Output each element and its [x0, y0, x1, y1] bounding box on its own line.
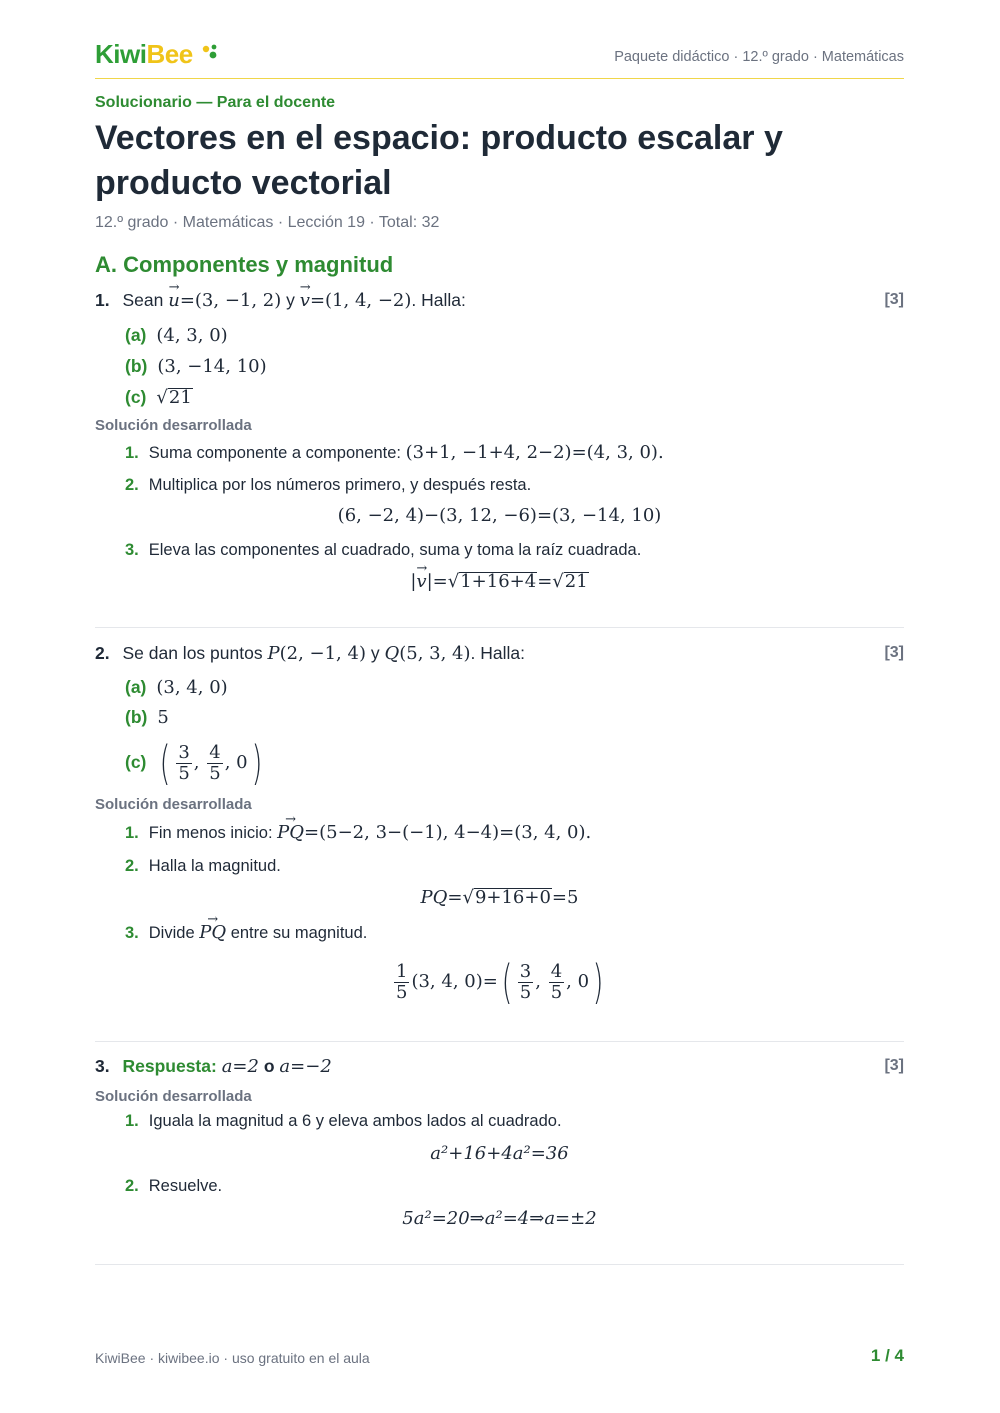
eq-part: (3, 4, 0)=: [411, 971, 498, 992]
point-p: P: [267, 643, 280, 664]
marks-badge: [3]: [884, 291, 904, 308]
question-number: 2.: [95, 643, 110, 663]
connector: o: [263, 1056, 275, 1076]
step-text: Iguala la magnitud a 6 y eleva ambos lados al cuadrado.: [148, 1112, 562, 1130]
vector-v-value: =(1, 4, −2): [309, 290, 412, 311]
step-text: entre su magnitud.: [230, 924, 368, 942]
fraction: [394, 962, 409, 1003]
point-q-value: (5, 3, 4): [399, 643, 471, 664]
radicand: 9+16+0: [474, 887, 551, 908]
answer-value: a=−2: [279, 1056, 332, 1077]
kicker: Solucionario — Para el docente: [95, 94, 336, 111]
step-number: 1.: [125, 444, 139, 462]
footer-text: KiwiBee · kiwibee.io · uso gratuito en el aula: [95, 1350, 370, 1366]
vector-u: → u: [168, 287, 180, 315]
logo-dots-icon: [201, 43, 221, 63]
vector-pq: → PQ: [199, 920, 226, 946]
step-text: Halla la magnitud.: [148, 857, 281, 875]
page-header: [95, 36, 904, 79]
fraction: [518, 962, 533, 1003]
part-label: (b): [125, 356, 148, 376]
step-number: 2.: [125, 1177, 139, 1195]
magnitude-equation: [95, 568, 904, 596]
connector: y: [286, 290, 295, 310]
divider: [95, 1041, 904, 1042]
solution-heading: Solución desarrollada: [95, 796, 252, 813]
eq-part: |=√: [426, 571, 460, 592]
header-meta: Paquete didáctico · 12.º grado · Matemáticas: [614, 49, 904, 65]
abs-bar: |: [410, 571, 417, 592]
step-text: Multiplica por los números primero, y después resta.: [148, 476, 532, 494]
component: 0: [577, 971, 590, 992]
part-label: (a): [125, 677, 147, 697]
question-intro: Sean: [122, 290, 164, 310]
marks-badge: [3]: [884, 644, 904, 661]
section-heading-a: A. Componentes y magnitud: [95, 252, 394, 277]
solution-step-2: [125, 853, 281, 879]
answer-part-b: [125, 353, 267, 379]
divider: [95, 627, 904, 628]
divider: [95, 1264, 904, 1265]
numerator: 3: [519, 960, 532, 982]
numerator: 3: [178, 741, 190, 763]
part-answer: 5: [157, 707, 169, 728]
part-label: (c): [125, 752, 147, 772]
solution-step-1: [125, 820, 591, 846]
numerator: 4: [550, 960, 563, 982]
left-paren: (: [159, 736, 171, 790]
step-text: Resuelve.: [148, 1177, 223, 1195]
part-label: (a): [125, 325, 147, 345]
vector-u-value: =(3, −1, 2): [179, 290, 282, 311]
step-text: Fin menos inicio:: [148, 824, 273, 842]
step-number: 2.: [125, 476, 139, 494]
vector-v: → v: [300, 287, 310, 315]
denominator: 5: [396, 981, 408, 1003]
solution-step-1: [125, 1108, 562, 1134]
left-paren: (: [501, 955, 513, 1009]
vector-v: → v: [416, 568, 426, 596]
sqrt-symbol: √: [156, 387, 168, 408]
part-answer: (3, 4, 0): [156, 677, 228, 698]
right-paren: ): [592, 955, 604, 1009]
equation: (6, −2, 4)−(3, 12, −6)=(3, −14, 10): [337, 505, 662, 526]
answer-label: Respuesta:: [122, 1056, 217, 1076]
vector-pq: → PQ: [277, 820, 304, 846]
page-title: Vectores en el espacio: producto escalar y producto vectorial: [95, 119, 783, 202]
solution-step-2: [125, 1173, 222, 1199]
logo-bee-text: Bee: [146, 39, 193, 69]
part-label: (c): [125, 387, 147, 407]
kiwibee-logo: [95, 39, 193, 70]
marks-badge: [3]: [884, 1057, 904, 1074]
page-number: 1 / 4: [870, 1346, 904, 1365]
step-text: Divide: [148, 924, 195, 942]
eq-part: PQ=√: [420, 887, 474, 908]
answer-part-a: [125, 674, 228, 700]
answer-value: a=2: [221, 1056, 259, 1077]
step-math: (3+1, −1+4, 2−2)=(4, 3, 0).: [405, 442, 664, 463]
fraction-vector: ( $\frac{3}{5}$ , $\frac{4}{5}$ , 0): [159, 736, 262, 790]
question-3: [95, 1052, 904, 1080]
question-ask: . Halla:: [470, 643, 525, 663]
denominator: 5: [550, 981, 563, 1003]
solution-step-1: [125, 440, 664, 466]
subtitle: 12.º grado · Matemáticas · Lección 19 · Total: 32: [95, 214, 440, 231]
step-number: 1.: [125, 1112, 139, 1130]
connector: y: [370, 643, 380, 663]
solution-step-3: [125, 920, 367, 946]
question-number: 3.: [95, 1056, 110, 1076]
solution-heading: Solución desarrollada: [95, 1088, 252, 1105]
unit-vector-equation: $\frac{1}{5}$ (3, 4, 0)=( $\frac{3}{5}$ , $\frac{4}{5}$ , 0): [396, 955, 604, 1009]
answer-part-b: [125, 704, 169, 730]
equation: 5a²=20⇒a²=4⇒a=±2: [402, 1208, 597, 1229]
solution-step-2: [125, 472, 531, 498]
step-text: Suma componente a componente:: [148, 444, 402, 462]
question-ask: . Halla:: [411, 290, 466, 310]
denominator: 5: [209, 762, 221, 784]
question-1: [95, 286, 904, 314]
part-answer: (4, 3, 0): [156, 325, 228, 346]
part-answer: (3, −14, 10): [157, 356, 267, 377]
step-number: 1.: [125, 824, 139, 842]
component: 0: [236, 752, 248, 773]
step-number: 3.: [125, 541, 139, 559]
part-label: (b): [125, 707, 148, 727]
answer-part-a: [125, 322, 228, 348]
denominator: 5: [519, 981, 532, 1003]
answer-part-c: [125, 736, 266, 790]
logo-kiwi-text: Kiwi: [95, 39, 147, 69]
question-number: 1.: [95, 290, 110, 310]
denominator: 5: [178, 762, 190, 784]
right-paren: ): [251, 736, 262, 790]
question-intro: Se dan los puntos: [122, 643, 263, 663]
radicand: 1+16+4: [460, 571, 537, 592]
equation: a²+16+4a²=36: [430, 1143, 569, 1164]
solution-heading: Solución desarrollada: [95, 417, 252, 434]
step-number: 2.: [125, 857, 139, 875]
solution-step-3: [125, 537, 641, 563]
point-q: Q: [384, 643, 400, 664]
numerator: 4: [209, 741, 221, 763]
fraction: [549, 962, 564, 1003]
radicand: 21: [564, 571, 588, 592]
question-2: [95, 639, 904, 667]
numerator: 1: [396, 960, 408, 982]
fraction: [176, 743, 191, 784]
point-p-value: (2, −1, 4): [279, 643, 366, 664]
step-number: 3.: [125, 924, 139, 942]
eq-part: =5: [551, 887, 579, 908]
fraction: [207, 743, 222, 784]
part-answer: 21: [168, 387, 192, 408]
eq-part: =√: [537, 571, 564, 592]
answer-part-c: [125, 384, 193, 410]
step-text: Eleva las componentes al cuadrado, suma y toma la raíz cuadrada.: [148, 541, 642, 559]
step-math: =(5−2, 3−(−1), 4−4)=(3, 4, 0).: [304, 822, 592, 843]
